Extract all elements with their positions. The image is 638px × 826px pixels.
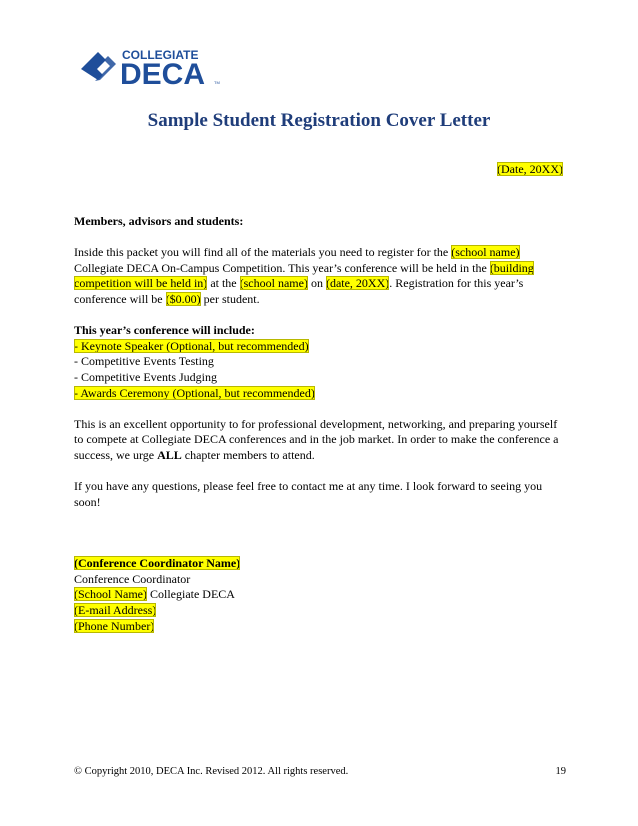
building-placeholder: (building competition will be held in) bbox=[74, 260, 534, 291]
signature-phone-line bbox=[74, 619, 569, 635]
deca-diamond-icon bbox=[81, 52, 116, 81]
school-name-placeholder: (school name) bbox=[451, 245, 520, 260]
intro-text-5: . Registration for this year’s conference will be bbox=[74, 276, 524, 306]
school-name-placeholder-3: (School Name) bbox=[74, 587, 147, 602]
list-item-awards: - Awards Ceremony (Optional, but recommended) bbox=[74, 385, 315, 400]
page-number: 19 bbox=[555, 766, 566, 777]
date-placeholder bbox=[497, 162, 563, 177]
logo-top-text: COLLEGIATE bbox=[122, 48, 199, 62]
letter-body bbox=[74, 214, 569, 634]
logo-main-text: DECA bbox=[120, 58, 206, 91]
signature-name-line bbox=[74, 556, 569, 572]
include-heading: This year’s conference will include: bbox=[74, 323, 255, 338]
list-item: - Competitive Events Judging bbox=[74, 369, 217, 384]
salutation: Members, advisors and students: bbox=[74, 214, 244, 228]
intro-paragraph bbox=[74, 245, 569, 307]
fee-placeholder: ($0.00) bbox=[165, 291, 201, 306]
intro-text-4: on bbox=[307, 276, 326, 291]
intro-text-3: at the bbox=[207, 276, 240, 291]
closing-paragraph: If you have any questions, please feel free to contact me at any time. I look forward to seeing you soon! bbox=[74, 479, 543, 509]
intro-text-6: per student. bbox=[200, 291, 260, 306]
signature-school-line bbox=[74, 587, 569, 603]
list-item bbox=[74, 386, 569, 402]
coordinator-name-placeholder: (Conference Coordinator Name) bbox=[74, 556, 241, 571]
list-item-keynote: - Keynote Speaker (Optional, but recommended) bbox=[74, 338, 309, 353]
signature-org: Collegiate DECA bbox=[146, 587, 235, 602]
list-item: - Competitive Events Testing bbox=[74, 354, 214, 369]
opportunity-emphasis: ALL bbox=[157, 447, 182, 462]
school-name-placeholder-2: (school name) bbox=[239, 276, 308, 291]
email-placeholder: (E-mail Address) bbox=[74, 603, 157, 618]
intro-text-2: Collegiate DECA On-Campus Competition. This year’s conference will be held in the bbox=[74, 260, 490, 275]
conference-date-placeholder: (date, 20XX) bbox=[325, 276, 390, 291]
copyright-text: © Copyright 2010, DECA Inc. Revised 2012. All rights reserved. bbox=[74, 766, 349, 777]
collegiate-deca-logo bbox=[76, 43, 236, 93]
page-footer bbox=[74, 765, 566, 778]
intro-text-1: Inside this packet you will find all of the materials you need to register for the bbox=[74, 245, 452, 260]
page-title: Sample Student Registration Cover Letter bbox=[147, 110, 491, 131]
list-item bbox=[74, 339, 569, 355]
logo-tm: TM bbox=[214, 80, 220, 85]
date-highlight: (Date, 20XX) bbox=[497, 162, 563, 176]
opportunity-text-2: chapter members to attend. bbox=[181, 447, 315, 462]
phone-placeholder: (Phone Number) bbox=[74, 618, 155, 633]
opportunity-paragraph bbox=[74, 417, 569, 464]
signature-email-line bbox=[74, 603, 569, 619]
signature-role: Conference Coordinator bbox=[74, 571, 191, 586]
opportunity-text-1: This is an excellent opportunity to for professional development, networking, and preparing yourself to compete at Collegiate DECA conferences and in the job market. In order to make the conference a success, we urge bbox=[74, 416, 559, 462]
